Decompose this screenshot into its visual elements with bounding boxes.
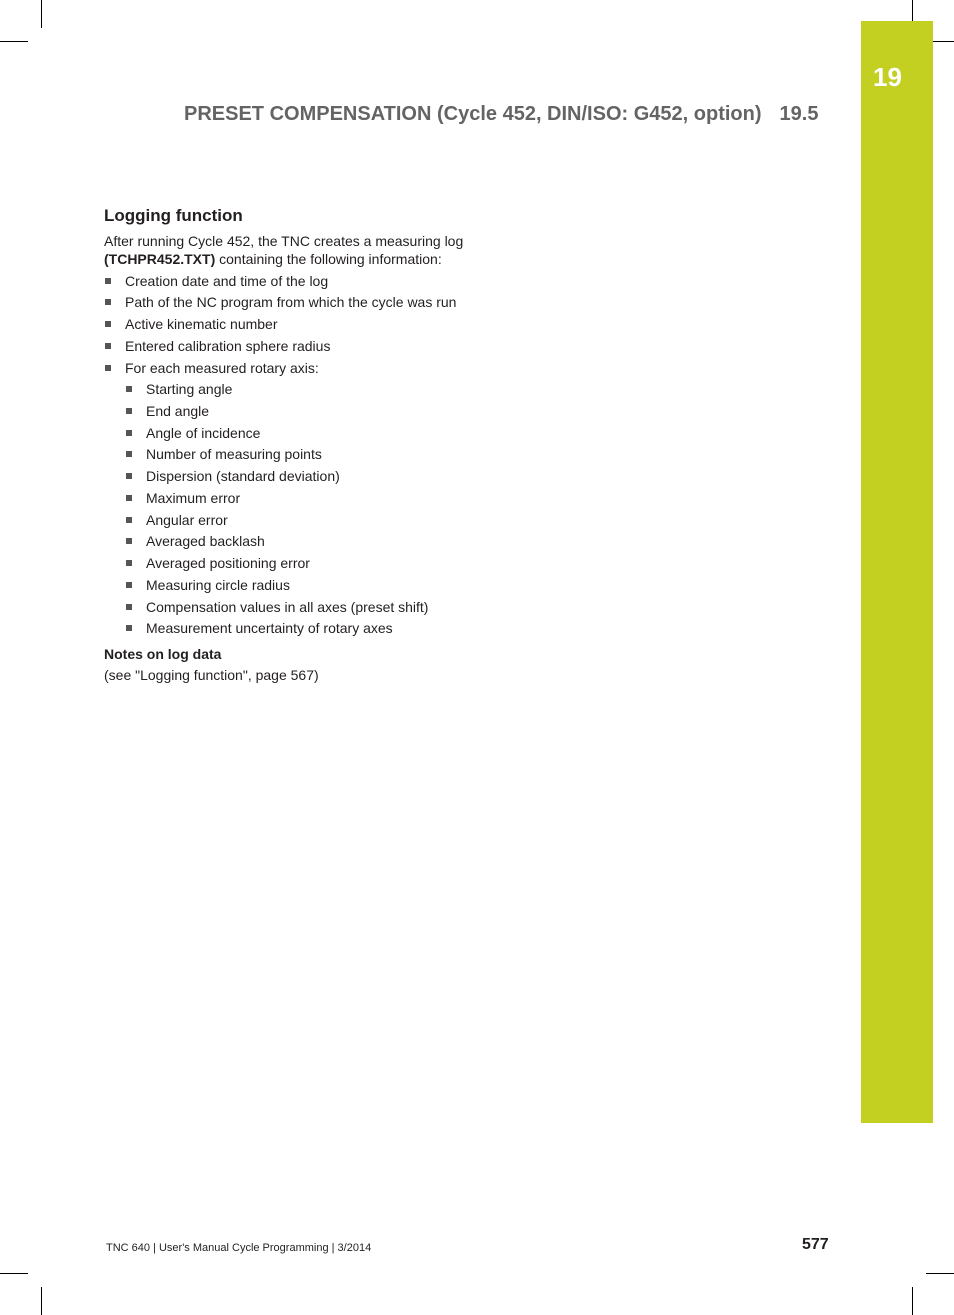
list-item: Path of the NC program from which the cycle was run xyxy=(125,294,457,310)
list-item: Compensation values in all axes (preset shift) xyxy=(146,598,429,615)
crop-mark xyxy=(41,0,42,28)
bullet-icon xyxy=(105,365,111,371)
list-item: End angle xyxy=(146,402,210,419)
notes-text: (see "Logging function", page 567) xyxy=(104,667,319,683)
crop-mark xyxy=(0,41,28,42)
bullet-icon xyxy=(126,517,132,523)
list-item: Entered calibration sphere radius xyxy=(125,338,331,354)
bullet-icon xyxy=(105,321,111,327)
bullet-icon xyxy=(126,582,132,588)
list-item: Angle of incidence xyxy=(146,424,261,441)
bullet-icon xyxy=(126,604,132,610)
crop-mark xyxy=(926,1273,954,1274)
list-item: Angular error xyxy=(146,511,228,528)
list-item: Number of measuring points xyxy=(146,446,322,463)
crop-mark xyxy=(0,1273,28,1274)
header-section: 19.5 xyxy=(779,103,819,125)
bullet-icon xyxy=(105,278,111,284)
bullet-icon xyxy=(126,560,132,566)
list-item: Maximum error xyxy=(146,489,241,506)
bullet-icon xyxy=(126,430,132,436)
list-item: Creation date and time of the log xyxy=(125,273,329,289)
intro-rest: containing the following information: xyxy=(215,251,442,267)
list-item: Measuring circle radius xyxy=(146,576,290,593)
chapter-number: 19 xyxy=(873,62,902,92)
list-item: Active kinematic number xyxy=(125,316,278,332)
bullet-icon xyxy=(126,473,132,479)
bullet-icon xyxy=(126,495,132,501)
bullet-icon xyxy=(126,386,132,392)
list-item: Starting angle xyxy=(146,381,233,397)
bullet-icon xyxy=(126,538,132,544)
section-heading: Logging function xyxy=(104,206,243,225)
bullet-icon xyxy=(105,299,111,305)
running-header xyxy=(184,103,818,126)
crop-mark xyxy=(41,1287,42,1315)
crop-mark xyxy=(912,0,913,21)
list-item: Averaged backlash xyxy=(146,533,265,550)
log-filename: (TCHPR452.TXT) xyxy=(104,251,216,267)
bullet-icon xyxy=(126,408,132,414)
intro-line-2 xyxy=(104,250,442,268)
list-item: Measurement uncertainty of rotary axes xyxy=(146,620,393,637)
intro-line-1: After running Cycle 452, the TNC creates a measuring log xyxy=(104,233,464,249)
page-number: 577 xyxy=(802,1236,829,1253)
bullet-icon xyxy=(126,625,132,631)
footer-text: TNC 640 | User's Manual Cycle Programming | 3/2014 xyxy=(106,1242,372,1254)
list-item: Dispersion (standard deviation) xyxy=(146,468,340,485)
notes-heading: Notes on log data xyxy=(104,646,222,662)
list-item: For each measured rotary axis: xyxy=(125,360,319,376)
chapter-tab xyxy=(861,21,933,1123)
bullet-icon xyxy=(105,343,111,349)
list-item: Averaged positioning error xyxy=(146,555,310,572)
crop-mark xyxy=(933,41,954,42)
header-title: PRESET COMPENSATION (Cycle 452, DIN/ISO: G452, option) xyxy=(184,103,762,125)
crop-mark xyxy=(912,1287,913,1315)
bullet-icon xyxy=(126,451,132,457)
